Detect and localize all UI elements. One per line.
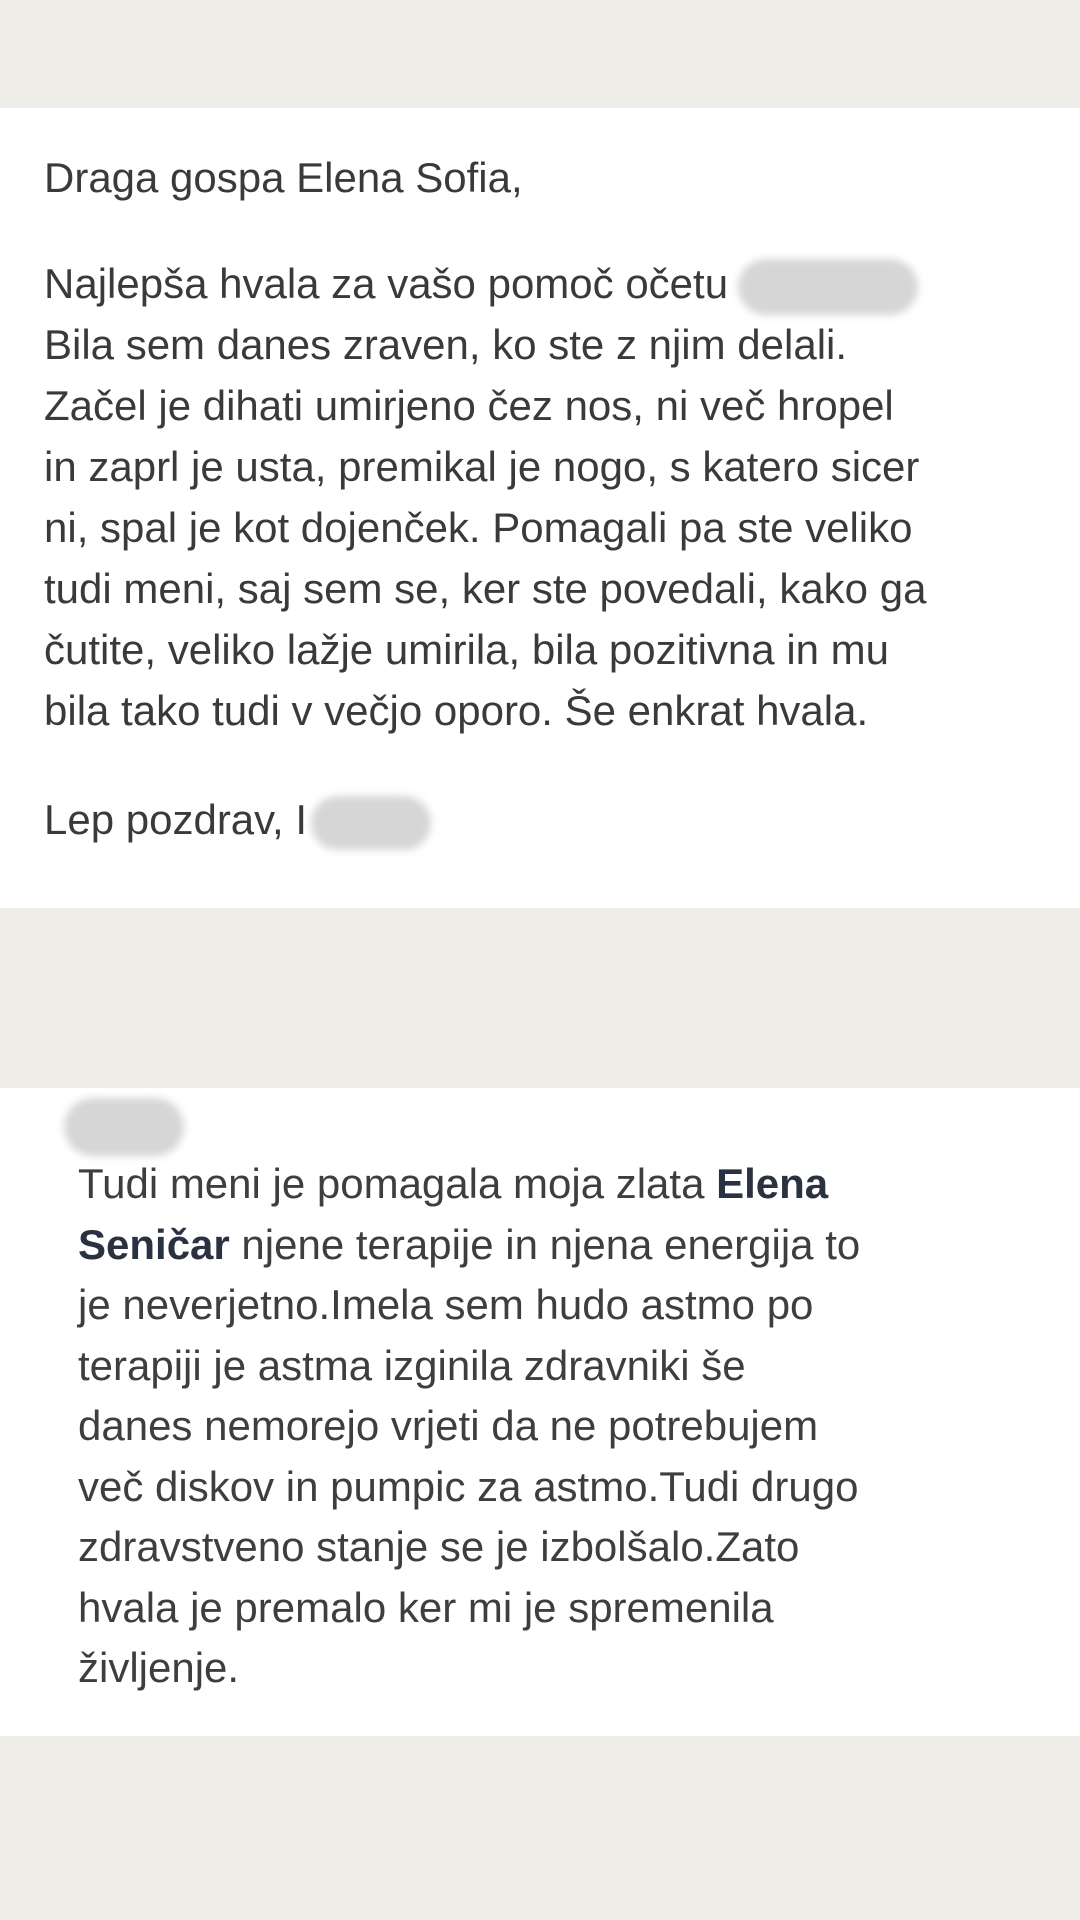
- comment-line: danes nemorejo vrjeti da ne potrebujem: [78, 1402, 819, 1449]
- comment-line: je neverjetno.Imela sem hudo astmo po: [78, 1281, 814, 1328]
- letter-line: tudi meni, saj sem se, ker ste povedali, kako ga: [44, 565, 927, 612]
- mention-link[interactable]: Elena: [716, 1160, 829, 1207]
- letter-line: Bila sem danes zraven, ko ste z njim delali.: [44, 321, 848, 368]
- letter-line: in zaprl je usta, premikal je nogo, s katero sicer: [44, 443, 920, 490]
- comment-line: hvala je premalo ker mi je spremenila: [78, 1583, 774, 1631]
- letter-greeting: Draga gospa Elena Sofia,: [44, 154, 523, 201]
- letter-line: čutite, veliko lažje umirila, bila pozitivna in mu: [44, 626, 890, 673]
- mention-link[interactable]: Seničar: [78, 1220, 230, 1268]
- comment-body: [78, 1154, 1040, 1699]
- comment-line: več diskov in pumpic za astmo.Tudi drugo: [78, 1462, 859, 1510]
- letter-line: ni, spal je kot dojenček. Pomagali pa ste veliko: [44, 504, 913, 551]
- comment-line: Tudi meni je pomagala moja zlata Elena: [78, 1160, 829, 1207]
- redacted-commenter-name-blur: [64, 1098, 184, 1156]
- comment-line: življenje.: [78, 1644, 240, 1691]
- letter-line: Najlepša hvala za vašo pomoč očetu: [44, 253, 1040, 314]
- letter-line: Začel je dihati umirjeno čez nos, ni več hropel: [44, 382, 894, 429]
- thank-you-letter-card: [0, 108, 1080, 908]
- letter-closing: Lep pozdrav, I: [44, 790, 1040, 850]
- redacted-name-blur: [738, 259, 918, 315]
- comment-card: [0, 1088, 1080, 1736]
- comment-line: zdravstveno stanje se je izbolšalo.Zato: [78, 1523, 800, 1570]
- redacted-signature-blur: [311, 796, 431, 850]
- comment-line: Seničar njene terapije in njena energija to: [78, 1220, 861, 1268]
- comment-line: terapiji je astma izginila zdravniki še: [78, 1341, 746, 1389]
- letter-line: bila tako tudi v večjo oporo. Še enkrat hvala.: [44, 687, 869, 734]
- letter-body: [44, 253, 1040, 741]
